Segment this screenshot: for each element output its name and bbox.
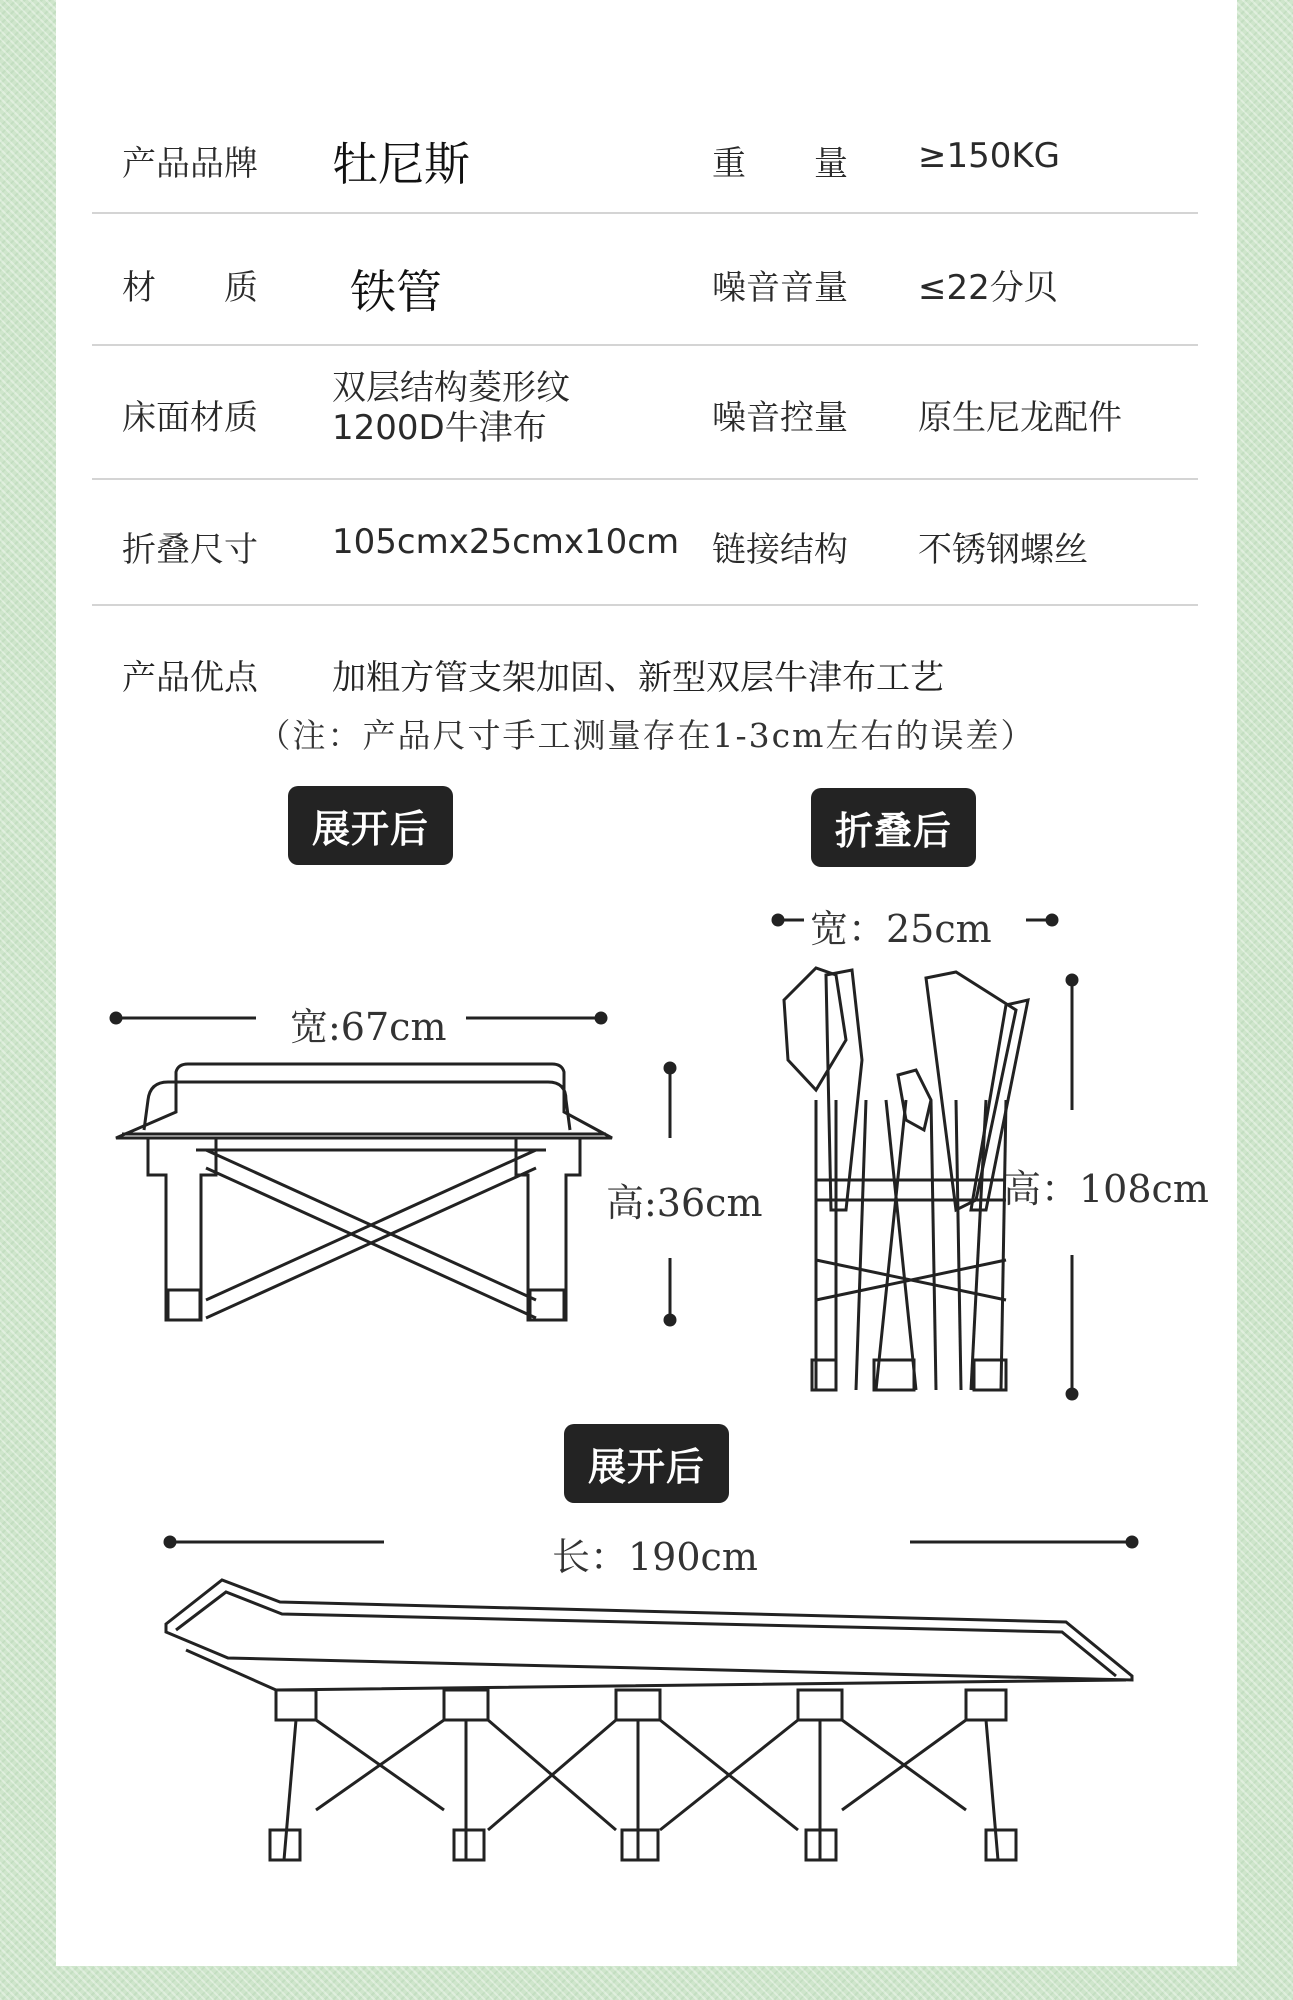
badge-folded: 折叠后 bbox=[811, 788, 976, 867]
dim-height-folded: 高：108cm bbox=[1003, 1167, 1209, 1211]
spec-value: 铁管 bbox=[350, 265, 442, 319]
spec-value: 105cmx25cmx10cm bbox=[332, 522, 680, 562]
spec-label: 噪音控量 bbox=[712, 398, 848, 438]
measurement-note: （注：产品尺寸手工测量存在1-3cm左右的误差） bbox=[257, 716, 1036, 755]
spec-label: 床面材质 bbox=[122, 398, 258, 438]
dim-width-unfolded: 宽:67cm bbox=[290, 1005, 447, 1049]
spec-card bbox=[56, 0, 1237, 1966]
spec-label: 产品品牌 bbox=[122, 144, 258, 184]
spec-label: 折叠尺寸 bbox=[122, 530, 258, 570]
spec-value: 不锈钢螺丝 bbox=[918, 530, 1088, 570]
badge-unfolded-bottom: 展开后 bbox=[564, 1424, 729, 1503]
spec-value: 加粗方管支架加固、新型双层牛津布工艺 bbox=[332, 658, 944, 698]
spec-label: 材 质 bbox=[122, 268, 258, 308]
cot-illustrations bbox=[56, 0, 1237, 1966]
spec-value: 原生尼龙配件 bbox=[918, 398, 1122, 438]
spec-value-line2: 1200D牛津布 bbox=[332, 408, 547, 448]
cot-length-view bbox=[166, 1580, 1132, 1860]
cot-folded-view bbox=[784, 968, 1028, 1390]
spec-value: ≤22分贝 bbox=[918, 268, 1058, 308]
dim-length: 长：190cm bbox=[552, 1535, 758, 1579]
spec-label: 链接结构 bbox=[712, 530, 848, 570]
dim-height-unfolded: 高:36cm bbox=[606, 1181, 763, 1225]
spec-value: ≥150KG bbox=[918, 136, 1061, 176]
spec-value-line1: 双层结构菱形纹 bbox=[332, 368, 570, 408]
cot-side-view bbox=[116, 1064, 612, 1320]
dim-width-folded: 宽：25cm bbox=[810, 907, 992, 951]
spec-value: 牡尼斯 bbox=[332, 137, 470, 191]
spec-label: 产品优点 bbox=[122, 658, 258, 698]
spec-label: 噪音音量 bbox=[712, 268, 848, 308]
badge-unfolded: 展开后 bbox=[288, 786, 453, 865]
spec-label: 重 量 bbox=[712, 144, 848, 184]
